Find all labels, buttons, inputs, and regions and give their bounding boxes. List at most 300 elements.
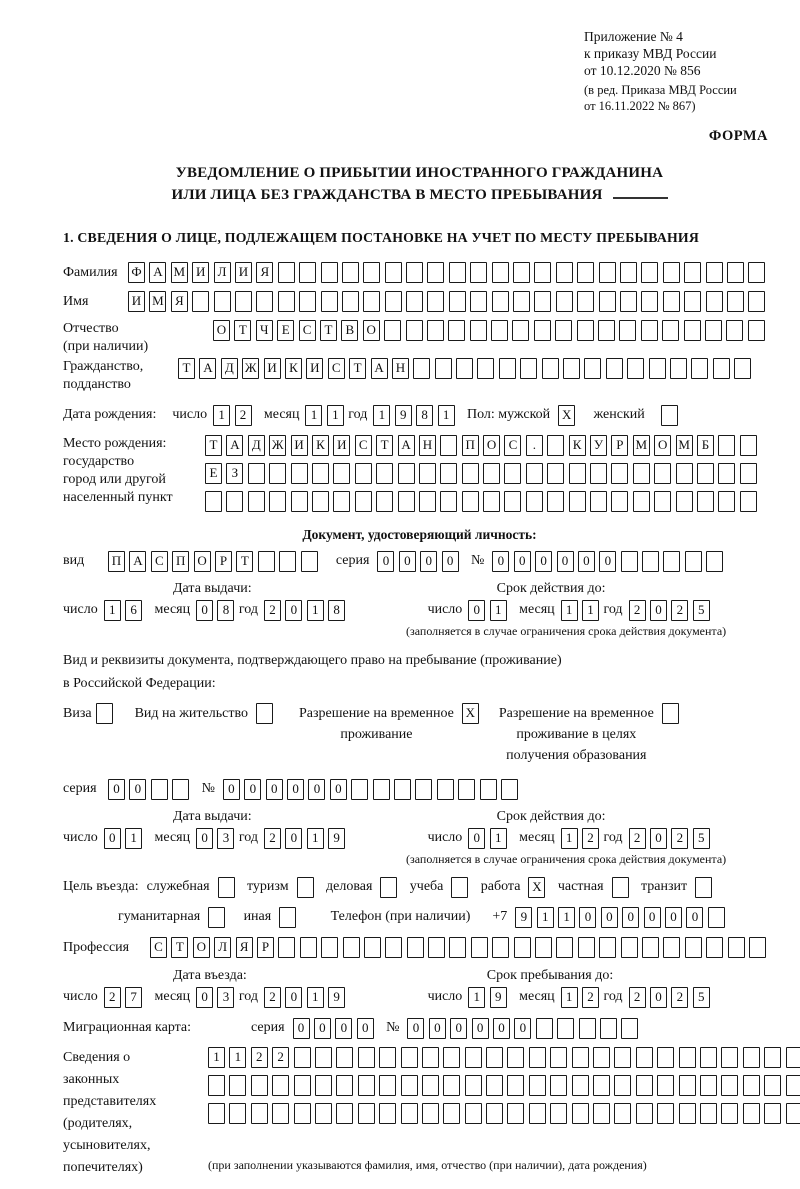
char-cell[interactable]: А (398, 435, 415, 456)
char-cell[interactable] (636, 1047, 653, 1068)
char-cell[interactable]: 0 (622, 907, 639, 928)
char-cell[interactable]: 0 (601, 907, 618, 928)
char-cell[interactable] (534, 320, 551, 341)
char-cell[interactable]: 0 (287, 779, 304, 800)
char-cell[interactable]: 0 (535, 551, 552, 572)
char-cell[interactable] (406, 291, 423, 312)
char-cell[interactable] (407, 937, 424, 958)
char-cell[interactable]: 1 (468, 987, 485, 1008)
char-cell[interactable]: С (150, 937, 167, 958)
char-cell[interactable] (513, 291, 530, 312)
char-cell[interactable] (384, 320, 401, 341)
char-cell[interactable] (550, 1075, 567, 1096)
char-cell[interactable]: 0 (472, 1018, 489, 1039)
char-cell[interactable] (627, 358, 644, 379)
char-cell[interactable]: Т (178, 358, 195, 379)
char-cell[interactable]: Ф (128, 262, 145, 283)
char-cell[interactable]: Н (419, 435, 436, 456)
char-cell[interactable] (294, 1103, 311, 1124)
char-cell[interactable]: 5 (693, 987, 710, 1008)
char-cell[interactable]: 0 (650, 828, 667, 849)
char-cell[interactable] (470, 262, 487, 283)
char-cell[interactable] (351, 779, 368, 800)
char-cell[interactable] (507, 1075, 524, 1096)
char-cell[interactable]: 9 (395, 405, 412, 426)
char-cell[interactable]: Я (256, 262, 273, 283)
char-cell[interactable]: 0 (644, 907, 661, 928)
char-cell[interactable]: М (676, 435, 693, 456)
char-cell[interactable]: И (291, 435, 308, 456)
char-cell[interactable] (192, 291, 209, 312)
char-cell[interactable]: Т (349, 358, 366, 379)
char-cell[interactable] (278, 937, 295, 958)
char-cell[interactable] (713, 358, 730, 379)
char-cell[interactable] (764, 1075, 781, 1096)
char-cell[interactable] (406, 262, 423, 283)
char-cell[interactable] (208, 1075, 225, 1096)
char-cell[interactable] (514, 937, 531, 958)
char-cell[interactable]: И (235, 262, 252, 283)
char-cell[interactable]: 2 (251, 1047, 268, 1068)
char-cell[interactable]: 3 (217, 828, 234, 849)
char-cell[interactable] (590, 463, 607, 484)
char-cell[interactable] (700, 1075, 717, 1096)
char-cell[interactable]: Ч (256, 320, 273, 341)
sex-female-checkbox[interactable] (661, 405, 678, 426)
char-cell[interactable] (663, 291, 680, 312)
residence-permit-checkbox[interactable] (256, 703, 273, 724)
char-cell[interactable]: 0 (650, 987, 667, 1008)
char-cell[interactable]: Е (205, 463, 222, 484)
char-cell[interactable] (700, 1047, 717, 1068)
char-cell[interactable]: 0 (686, 907, 703, 928)
purpose-humanitarian-checkbox[interactable] (208, 907, 225, 928)
char-cell[interactable] (679, 1075, 696, 1096)
char-cell[interactable]: Л (214, 937, 231, 958)
char-cell[interactable]: . (526, 435, 543, 456)
char-cell[interactable]: Я (236, 937, 253, 958)
char-cell[interactable] (599, 291, 616, 312)
char-cell[interactable]: 0 (407, 1018, 424, 1039)
char-cell[interactable] (578, 937, 595, 958)
char-cell[interactable]: 0 (196, 987, 213, 1008)
char-cell[interactable]: 9 (515, 907, 532, 928)
char-cell[interactable] (556, 937, 573, 958)
char-cell[interactable] (611, 491, 628, 512)
char-cell[interactable] (555, 320, 572, 341)
char-cell[interactable]: Ж (269, 435, 286, 456)
char-cell[interactable] (373, 779, 390, 800)
char-cell[interactable] (529, 1075, 546, 1096)
char-cell[interactable] (679, 1103, 696, 1124)
char-cell[interactable] (440, 491, 457, 512)
char-cell[interactable] (465, 1103, 482, 1124)
temp-residence-checkbox[interactable]: X (462, 703, 479, 724)
char-cell[interactable]: 1 (490, 828, 507, 849)
char-cell[interactable] (376, 491, 393, 512)
char-cell[interactable]: 5 (693, 828, 710, 849)
char-cell[interactable]: 0 (223, 779, 240, 800)
char-cell[interactable] (740, 435, 757, 456)
char-cell[interactable]: 0 (578, 551, 595, 572)
char-cell[interactable] (547, 463, 564, 484)
char-cell[interactable]: 1 (208, 1047, 225, 1068)
char-cell[interactable] (663, 262, 680, 283)
char-cell[interactable] (258, 551, 275, 572)
char-cell[interactable]: 0 (285, 987, 302, 1008)
char-cell[interactable] (291, 463, 308, 484)
char-cell[interactable]: А (129, 551, 146, 572)
char-cell[interactable]: 0 (377, 551, 394, 572)
char-cell[interactable] (483, 491, 500, 512)
char-cell[interactable]: 1 (561, 828, 578, 849)
char-cell[interactable] (299, 262, 316, 283)
char-cell[interactable] (448, 320, 465, 341)
char-cell[interactable]: С (151, 551, 168, 572)
char-cell[interactable] (529, 1047, 546, 1068)
char-cell[interactable]: С (504, 435, 521, 456)
char-cell[interactable] (619, 320, 636, 341)
char-cell[interactable]: 1 (125, 828, 142, 849)
char-cell[interactable] (593, 1075, 610, 1096)
char-cell[interactable] (315, 1075, 332, 1096)
char-cell[interactable] (492, 291, 509, 312)
char-cell[interactable] (491, 320, 508, 341)
char-cell[interactable] (786, 1075, 800, 1096)
char-cell[interactable] (748, 320, 765, 341)
char-cell[interactable] (486, 1103, 503, 1124)
char-cell[interactable]: 2 (264, 600, 281, 621)
char-cell[interactable] (312, 491, 329, 512)
char-cell[interactable] (279, 551, 296, 572)
char-cell[interactable] (786, 1103, 800, 1124)
char-cell[interactable] (743, 1075, 760, 1096)
char-cell[interactable] (428, 937, 445, 958)
char-cell[interactable]: 0 (293, 1018, 310, 1039)
char-cell[interactable]: 0 (514, 1018, 531, 1039)
char-cell[interactable] (443, 1103, 460, 1124)
char-cell[interactable]: И (306, 358, 323, 379)
char-cell[interactable]: 1 (373, 405, 390, 426)
char-cell[interactable] (621, 551, 638, 572)
char-cell[interactable] (590, 491, 607, 512)
char-cell[interactable] (614, 1103, 631, 1124)
char-cell[interactable] (764, 1103, 781, 1124)
char-cell[interactable] (550, 1047, 567, 1068)
purpose-business-checkbox[interactable] (218, 877, 235, 898)
char-cell[interactable] (657, 1103, 674, 1124)
char-cell[interactable] (507, 1103, 524, 1124)
char-cell[interactable]: 1 (582, 600, 599, 621)
char-cell[interactable] (526, 463, 543, 484)
char-cell[interactable] (336, 1075, 353, 1096)
char-cell[interactable] (676, 463, 693, 484)
char-cell[interactable] (492, 262, 509, 283)
char-cell[interactable] (299, 291, 316, 312)
char-cell[interactable] (748, 291, 765, 312)
char-cell[interactable] (321, 937, 338, 958)
char-cell[interactable]: 0 (399, 551, 416, 572)
char-cell[interactable] (401, 1103, 418, 1124)
char-cell[interactable] (336, 1103, 353, 1124)
char-cell[interactable] (748, 262, 765, 283)
char-cell[interactable] (300, 937, 317, 958)
char-cell[interactable] (385, 262, 402, 283)
char-cell[interactable]: Е (277, 320, 294, 341)
char-cell[interactable] (483, 463, 500, 484)
char-cell[interactable] (547, 491, 564, 512)
char-cell[interactable]: П (172, 551, 189, 572)
char-cell[interactable] (512, 320, 529, 341)
char-cell[interactable] (654, 463, 671, 484)
char-cell[interactable] (749, 937, 766, 958)
char-cell[interactable] (547, 435, 564, 456)
char-cell[interactable] (470, 291, 487, 312)
char-cell[interactable] (398, 491, 415, 512)
char-cell[interactable] (728, 937, 745, 958)
char-cell[interactable]: А (199, 358, 216, 379)
char-cell[interactable] (294, 1047, 311, 1068)
char-cell[interactable]: 2 (235, 405, 252, 426)
char-cell[interactable]: 0 (665, 907, 682, 928)
char-cell[interactable] (662, 320, 679, 341)
char-cell[interactable] (278, 291, 295, 312)
char-cell[interactable] (208, 1103, 225, 1124)
char-cell[interactable]: 2 (272, 1047, 289, 1068)
char-cell[interactable] (312, 463, 329, 484)
char-cell[interactable] (355, 463, 372, 484)
purpose-private-checkbox[interactable] (612, 877, 629, 898)
char-cell[interactable] (315, 1103, 332, 1124)
char-cell[interactable] (633, 491, 650, 512)
char-cell[interactable]: 1 (104, 600, 121, 621)
char-cell[interactable] (501, 779, 518, 800)
char-cell[interactable]: 6 (125, 600, 142, 621)
char-cell[interactable]: 2 (671, 600, 688, 621)
char-cell[interactable] (740, 491, 757, 512)
char-cell[interactable] (440, 435, 457, 456)
char-cell[interactable]: 0 (468, 828, 485, 849)
char-cell[interactable]: 2 (264, 828, 281, 849)
char-cell[interactable]: 0 (420, 551, 437, 572)
char-cell[interactable]: Т (234, 320, 251, 341)
char-cell[interactable] (294, 1075, 311, 1096)
char-cell[interactable] (727, 291, 744, 312)
char-cell[interactable] (462, 491, 479, 512)
char-cell[interactable]: С (328, 358, 345, 379)
char-cell[interactable] (248, 463, 265, 484)
char-cell[interactable]: 1 (307, 600, 324, 621)
char-cell[interactable] (520, 358, 537, 379)
char-cell[interactable] (536, 1018, 553, 1039)
char-cell[interactable] (706, 291, 723, 312)
char-cell[interactable]: 1 (537, 907, 554, 928)
char-cell[interactable] (706, 937, 723, 958)
char-cell[interactable]: 0 (266, 779, 283, 800)
char-cell[interactable] (379, 1047, 396, 1068)
char-cell[interactable]: 0 (285, 828, 302, 849)
char-cell[interactable] (621, 1018, 638, 1039)
char-cell[interactable] (272, 1075, 289, 1096)
char-cell[interactable]: 1 (490, 600, 507, 621)
char-cell[interactable] (641, 262, 658, 283)
char-cell[interactable] (504, 463, 521, 484)
char-cell[interactable] (443, 1047, 460, 1068)
char-cell[interactable] (657, 1047, 674, 1068)
char-cell[interactable] (721, 1075, 738, 1096)
char-cell[interactable] (172, 779, 189, 800)
char-cell[interactable] (272, 1103, 289, 1124)
char-cell[interactable]: Б (697, 435, 714, 456)
char-cell[interactable] (363, 291, 380, 312)
char-cell[interactable] (480, 779, 497, 800)
char-cell[interactable] (435, 358, 452, 379)
char-cell[interactable]: 7 (125, 987, 142, 1008)
char-cell[interactable]: 0 (314, 1018, 331, 1039)
char-cell[interactable]: 1 (438, 405, 455, 426)
char-cell[interactable] (621, 937, 638, 958)
char-cell[interactable]: В (341, 320, 358, 341)
char-cell[interactable] (358, 1047, 375, 1068)
char-cell[interactable] (577, 320, 594, 341)
char-cell[interactable] (529, 1103, 546, 1124)
char-cell[interactable] (465, 1075, 482, 1096)
temp-residence-education-checkbox[interactable] (662, 703, 679, 724)
char-cell[interactable]: 1 (305, 405, 322, 426)
char-cell[interactable] (315, 1047, 332, 1068)
char-cell[interactable]: 1 (327, 405, 344, 426)
char-cell[interactable] (419, 491, 436, 512)
char-cell[interactable]: 0 (429, 1018, 446, 1039)
char-cell[interactable]: 1 (561, 987, 578, 1008)
char-cell[interactable] (679, 1047, 696, 1068)
char-cell[interactable] (642, 551, 659, 572)
char-cell[interactable] (611, 463, 628, 484)
char-cell[interactable]: 9 (328, 828, 345, 849)
char-cell[interactable]: 2 (582, 828, 599, 849)
char-cell[interactable]: 1 (213, 405, 230, 426)
char-cell[interactable] (422, 1047, 439, 1068)
char-cell[interactable]: 1 (307, 987, 324, 1008)
char-cell[interactable]: 0 (129, 779, 146, 800)
char-cell[interactable] (235, 291, 252, 312)
char-cell[interactable] (471, 937, 488, 958)
char-cell[interactable] (437, 779, 454, 800)
char-cell[interactable] (379, 1103, 396, 1124)
char-cell[interactable] (726, 320, 743, 341)
char-cell[interactable]: 0 (308, 779, 325, 800)
char-cell[interactable]: 8 (217, 600, 234, 621)
char-cell[interactable] (786, 1047, 800, 1068)
char-cell[interactable]: А (149, 262, 166, 283)
char-cell[interactable] (550, 1103, 567, 1124)
char-cell[interactable] (684, 320, 701, 341)
char-cell[interactable] (427, 320, 444, 341)
char-cell[interactable] (572, 1047, 589, 1068)
char-cell[interactable] (406, 320, 423, 341)
char-cell[interactable]: 0 (108, 779, 125, 800)
char-cell[interactable]: 2 (629, 987, 646, 1008)
char-cell[interactable] (727, 262, 744, 283)
char-cell[interactable]: 1 (307, 828, 324, 849)
char-cell[interactable]: О (193, 937, 210, 958)
char-cell[interactable] (205, 491, 222, 512)
char-cell[interactable] (462, 463, 479, 484)
char-cell[interactable] (486, 1047, 503, 1068)
char-cell[interactable]: 2 (629, 828, 646, 849)
char-cell[interactable] (251, 1075, 268, 1096)
char-cell[interactable] (649, 358, 666, 379)
char-cell[interactable]: Д (248, 435, 265, 456)
char-cell[interactable] (507, 1047, 524, 1068)
char-cell[interactable]: 0 (468, 600, 485, 621)
char-cell[interactable]: Р (257, 937, 274, 958)
char-cell[interactable]: 1 (558, 907, 575, 928)
char-cell[interactable] (700, 1103, 717, 1124)
char-cell[interactable] (427, 291, 444, 312)
char-cell[interactable]: О (194, 551, 211, 572)
char-cell[interactable] (542, 358, 559, 379)
char-cell[interactable]: И (333, 435, 350, 456)
char-cell[interactable] (593, 1103, 610, 1124)
char-cell[interactable] (449, 262, 466, 283)
char-cell[interactable] (291, 491, 308, 512)
char-cell[interactable]: Т (320, 320, 337, 341)
char-cell[interactable]: 0 (514, 551, 531, 572)
char-cell[interactable]: Д (221, 358, 238, 379)
char-cell[interactable]: 9 (328, 987, 345, 1008)
char-cell[interactable]: 0 (492, 551, 509, 572)
char-cell[interactable]: Т (205, 435, 222, 456)
purpose-study-checkbox[interactable] (451, 877, 468, 898)
char-cell[interactable] (663, 551, 680, 572)
purpose-transit-checkbox[interactable] (695, 877, 712, 898)
char-cell[interactable] (419, 463, 436, 484)
char-cell[interactable] (705, 320, 722, 341)
char-cell[interactable] (343, 937, 360, 958)
char-cell[interactable]: 0 (442, 551, 459, 572)
char-cell[interactable]: Т (376, 435, 393, 456)
char-cell[interactable]: 0 (599, 551, 616, 572)
char-cell[interactable] (449, 937, 466, 958)
char-cell[interactable] (557, 1018, 574, 1039)
char-cell[interactable]: П (108, 551, 125, 572)
char-cell[interactable] (229, 1103, 246, 1124)
char-cell[interactable] (513, 262, 530, 283)
char-cell[interactable] (593, 1047, 610, 1068)
visa-checkbox[interactable] (96, 703, 113, 724)
char-cell[interactable]: 0 (244, 779, 261, 800)
char-cell[interactable] (684, 262, 701, 283)
char-cell[interactable]: 2 (671, 828, 688, 849)
char-cell[interactable] (572, 1075, 589, 1096)
char-cell[interactable] (633, 463, 650, 484)
char-cell[interactable] (534, 262, 551, 283)
char-cell[interactable]: 2 (671, 987, 688, 1008)
char-cell[interactable]: П (462, 435, 479, 456)
char-cell[interactable] (486, 1075, 503, 1096)
char-cell[interactable] (685, 937, 702, 958)
char-cell[interactable] (676, 491, 693, 512)
char-cell[interactable] (321, 262, 338, 283)
char-cell[interactable] (577, 291, 594, 312)
char-cell[interactable] (465, 1047, 482, 1068)
char-cell[interactable] (440, 463, 457, 484)
char-cell[interactable] (569, 463, 586, 484)
char-cell[interactable]: 0 (557, 551, 574, 572)
char-cell[interactable]: О (483, 435, 500, 456)
char-cell[interactable] (477, 358, 494, 379)
